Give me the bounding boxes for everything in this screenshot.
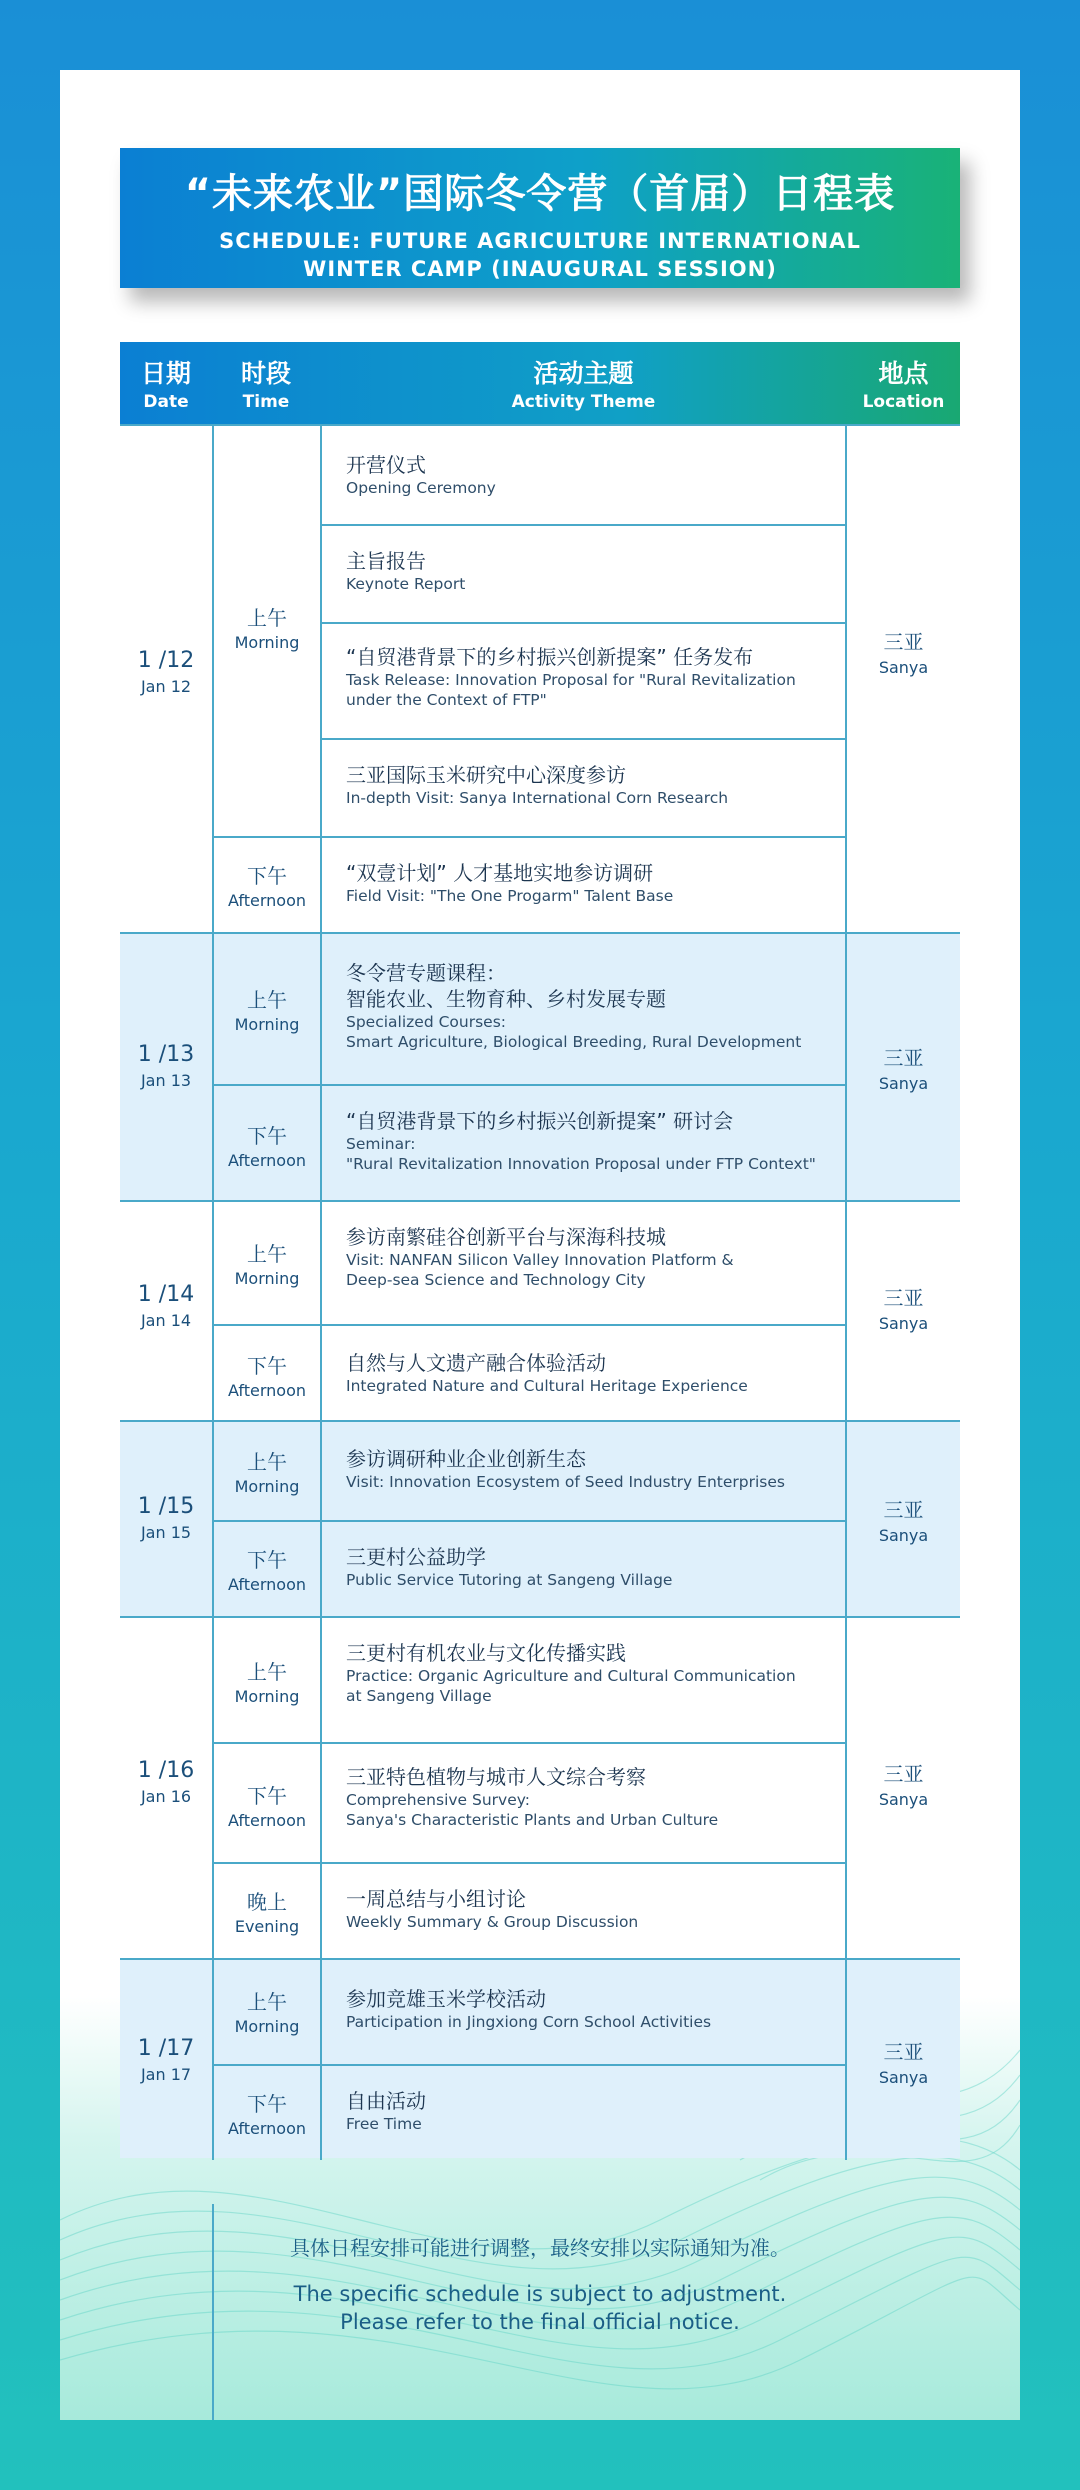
page-title: “未来农业”国际冬令营（首届）日程表 (184, 171, 896, 217)
period-label-en: Afternoon (228, 1381, 306, 1400)
activity-cell (320, 1422, 847, 1520)
activity-title: 三亚国际玉米研究中心深度参访 (346, 763, 626, 787)
period-label: 下午 (247, 1354, 287, 1378)
column-date-en: Date (143, 392, 189, 412)
period-label-en: Afternoon (228, 891, 306, 910)
period-label-en: Afternoon (228, 1575, 306, 1594)
date-cell (120, 1494, 212, 1542)
location-label: 三亚 (883, 1762, 924, 1786)
period-evening (212, 1862, 320, 1960)
activity-cell (320, 622, 847, 738)
activity-title: 主旨报告 (346, 549, 426, 573)
activity-title: 开营仪式 (346, 453, 426, 477)
period-label: 上午 (247, 606, 287, 630)
period-morning (212, 426, 320, 836)
period-morning (212, 1960, 320, 2064)
activity-title-en: Task Release: Innovation Proposal for "Rural Revitalization under the Context of FTP" (346, 671, 796, 709)
title-banner (120, 148, 960, 288)
period-morning (212, 1202, 320, 1324)
footer-note-cn: 具体日程安排可能进行调整，最终安排以实际通知为准。 (290, 2236, 790, 2260)
activity-title-en: Opening Ceremony (346, 479, 496, 497)
day-row-jan-13 (120, 932, 960, 1200)
period-label-en: Morning (234, 2017, 300, 2036)
period-label: 下午 (247, 864, 287, 888)
date-label-en: Jan 15 (140, 1523, 192, 1542)
activity-title-en: Participation in Jingxiong Corn School Activities (346, 2013, 712, 2031)
footer-note-en (60, 2280, 1020, 2336)
period-label: 晚上 (247, 1890, 287, 1914)
subtitle-line-1: SCHEDULE: FUTURE AGRICULTURE INTERNATIONAL (219, 229, 861, 253)
period-morning (212, 934, 320, 1084)
location-cell (847, 1758, 960, 1809)
day-row-jan-16 (120, 1616, 960, 1958)
date-label-en: Jan 13 (140, 1071, 192, 1090)
period-afternoon (212, 836, 320, 934)
footer-note-en-line-2: Please refer to the final official notice. (340, 2310, 740, 2334)
location-cell (847, 626, 960, 677)
date-label: 1 /15 (137, 1494, 195, 1519)
period-label-en: Evening (234, 1917, 300, 1936)
activity-title-en: Integrated Nature and Cultural Heritage Experience (346, 1377, 748, 1395)
footer-note-en-line-1: The specific schedule is subject to adjustment. (293, 2282, 787, 2306)
activity-cell (320, 1742, 847, 1862)
schedule-card (60, 70, 1020, 2420)
column-theme-cn: 活动主题 (533, 359, 634, 388)
activity-title-en: Free Time (346, 2115, 422, 2133)
activity-title-en: Visit: Innovation Ecosystem of Seed Industry Enterprises (346, 1473, 785, 1491)
date-label-en: Jan 14 (140, 1311, 192, 1330)
location-label: 三亚 (883, 630, 924, 654)
activity-cell (320, 1520, 847, 1618)
column-time-en: Time (242, 392, 290, 412)
day-row-jan-14 (120, 1200, 960, 1420)
location-label-en: Sanya (878, 658, 929, 677)
activity-cell (320, 1862, 847, 1960)
column-theme-en: Activity Theme (511, 392, 656, 412)
location-cell (847, 1042, 960, 1093)
activity-title: 参访南繁硅谷创新平台与深海科技城 (346, 1225, 666, 1249)
period-label-en: Morning (234, 633, 300, 652)
column-location-cn: 地点 (878, 359, 929, 388)
table-header (120, 342, 960, 424)
date-cell (120, 1042, 212, 1090)
activity-title-en: Weekly Summary & Group Discussion (346, 1913, 639, 1931)
day-row-jan-15 (120, 1420, 960, 1616)
activity-cell (320, 2064, 847, 2160)
day-row-jan-17 (120, 1958, 960, 2158)
column-theme (320, 342, 847, 424)
column-location (847, 342, 960, 424)
period-label-en: Morning (234, 1015, 300, 1034)
activity-title: “自贸港背景下的乡村振兴创新提案” 任务发布 (346, 645, 754, 669)
location-label-en: Sanya (878, 1074, 929, 1093)
activity-title-en: Seminar: "Rural Revitalization Innovation Proposal under FTP Context" (346, 1135, 816, 1173)
date-label: 1 /13 (137, 1042, 195, 1067)
location-label-en: Sanya (878, 1790, 929, 1809)
activity-cell (320, 1324, 847, 1422)
location-cell (847, 2036, 960, 2087)
location-cell (847, 1282, 960, 1333)
activity-title-en: Public Service Tutoring at Sangeng Village (346, 1571, 673, 1589)
location-label: 三亚 (883, 1046, 924, 1070)
location-label-en: Sanya (878, 1526, 929, 1545)
subtitle-line-2: WINTER CAMP (INAUGURAL SESSION) (303, 257, 777, 281)
activity-cell (320, 836, 847, 934)
location-label: 三亚 (883, 2040, 924, 2064)
period-afternoon (212, 1324, 320, 1422)
date-label: 1 /12 (137, 648, 195, 673)
period-label: 上午 (247, 1660, 287, 1684)
activity-cell (320, 934, 847, 1084)
activity-title: 冬令营专题课程： 智能农业、生物育种、乡村发展专题 (346, 961, 666, 1011)
date-label-en: Jan 17 (140, 2065, 192, 2084)
date-cell (120, 1282, 212, 1330)
period-morning (212, 1618, 320, 1742)
column-date-cn: 日期 (140, 359, 191, 388)
column-location-en: Location (862, 392, 945, 412)
location-label: 三亚 (883, 1498, 924, 1522)
activity-cell (320, 524, 847, 622)
period-afternoon (212, 1742, 320, 1862)
period-label-en: Afternoon (228, 1811, 306, 1830)
activity-cell (320, 738, 847, 836)
period-label-en: Afternoon (228, 2119, 306, 2138)
activity-title: 三亚特色植物与城市人文综合考察 (346, 1765, 646, 1789)
column-time (212, 342, 320, 424)
activity-cell (320, 1618, 847, 1742)
period-label: 上午 (247, 1242, 287, 1266)
activity-title: “自贸港背景下的乡村振兴创新提案” 研讨会 (346, 1109, 734, 1133)
activity-title: 三更村有机农业与文化传播实践 (346, 1641, 626, 1665)
period-label: 下午 (247, 1124, 287, 1148)
period-label-en: Afternoon (228, 1151, 306, 1170)
period-label-en: Morning (234, 1687, 300, 1706)
date-label: 1 /14 (137, 1282, 195, 1307)
location-label: 三亚 (883, 1286, 924, 1310)
date-cell (120, 648, 212, 696)
column-time-cn: 时段 (240, 359, 291, 388)
period-label: 上午 (247, 1990, 287, 2014)
period-morning (212, 1422, 320, 1520)
activity-title: 参加竞雄玉米学校活动 (346, 1987, 546, 2011)
activity-title: 自由活动 (346, 2089, 426, 2113)
date-label-en: Jan 12 (140, 677, 192, 696)
activity-title-en: Keynote Report (346, 575, 466, 593)
activity-title: 三更村公益助学 (346, 1545, 486, 1569)
date-label: 1 /17 (137, 2036, 195, 2061)
period-label: 下午 (247, 1784, 287, 1808)
page-subtitle (120, 227, 960, 283)
period-afternoon (212, 1084, 320, 1202)
period-afternoon (212, 1520, 320, 1618)
activity-cell (320, 1202, 847, 1324)
activity-title: 自然与人文遗产融合体验活动 (346, 1351, 606, 1375)
activity-cell (320, 1960, 847, 2064)
activity-title-en: Specialized Courses: Smart Agriculture, Biological Breeding, Rural Development (346, 1013, 802, 1051)
activity-title-en: Field Visit: "The One Progarm" Talent Base (346, 887, 674, 905)
period-label: 上午 (247, 1450, 287, 1474)
period-label: 下午 (247, 2092, 287, 2116)
activity-cell (320, 1084, 847, 1202)
activity-title: “双壹计划” 人才基地实地参访调研 (346, 861, 654, 885)
period-label-en: Morning (234, 1269, 300, 1288)
period-label-en: Morning (234, 1477, 300, 1496)
date-label: 1 /16 (137, 1758, 195, 1783)
period-label: 上午 (247, 988, 287, 1012)
date-cell (120, 1758, 212, 1806)
activity-title-en: In-depth Visit: Sanya International Corn Research (346, 789, 729, 807)
activity-title: 参访调研种业企业创新生态 (346, 1447, 586, 1471)
activity-title-en: Visit: NANFAN Silicon Valley Innovation Platform & Deep-sea Science and Technology City (346, 1251, 734, 1289)
date-cell (120, 2036, 212, 2084)
location-label-en: Sanya (878, 2068, 929, 2087)
date-label-en: Jan 16 (140, 1787, 192, 1806)
activity-cell (320, 426, 847, 524)
day-row-jan-12 (120, 424, 960, 932)
period-afternoon (212, 2064, 320, 2160)
column-date (120, 342, 212, 424)
activity-title-en: Comprehensive Survey: Sanya's Characteristic Plants and Urban Culture (346, 1791, 719, 1829)
location-label-en: Sanya (878, 1314, 929, 1333)
location-cell (847, 1494, 960, 1545)
activity-title-en: Practice: Organic Agriculture and Cultural Communication at Sangeng Village (346, 1667, 796, 1705)
activity-title: 一周总结与小组讨论 (346, 1887, 526, 1911)
period-label: 下午 (247, 1548, 287, 1572)
